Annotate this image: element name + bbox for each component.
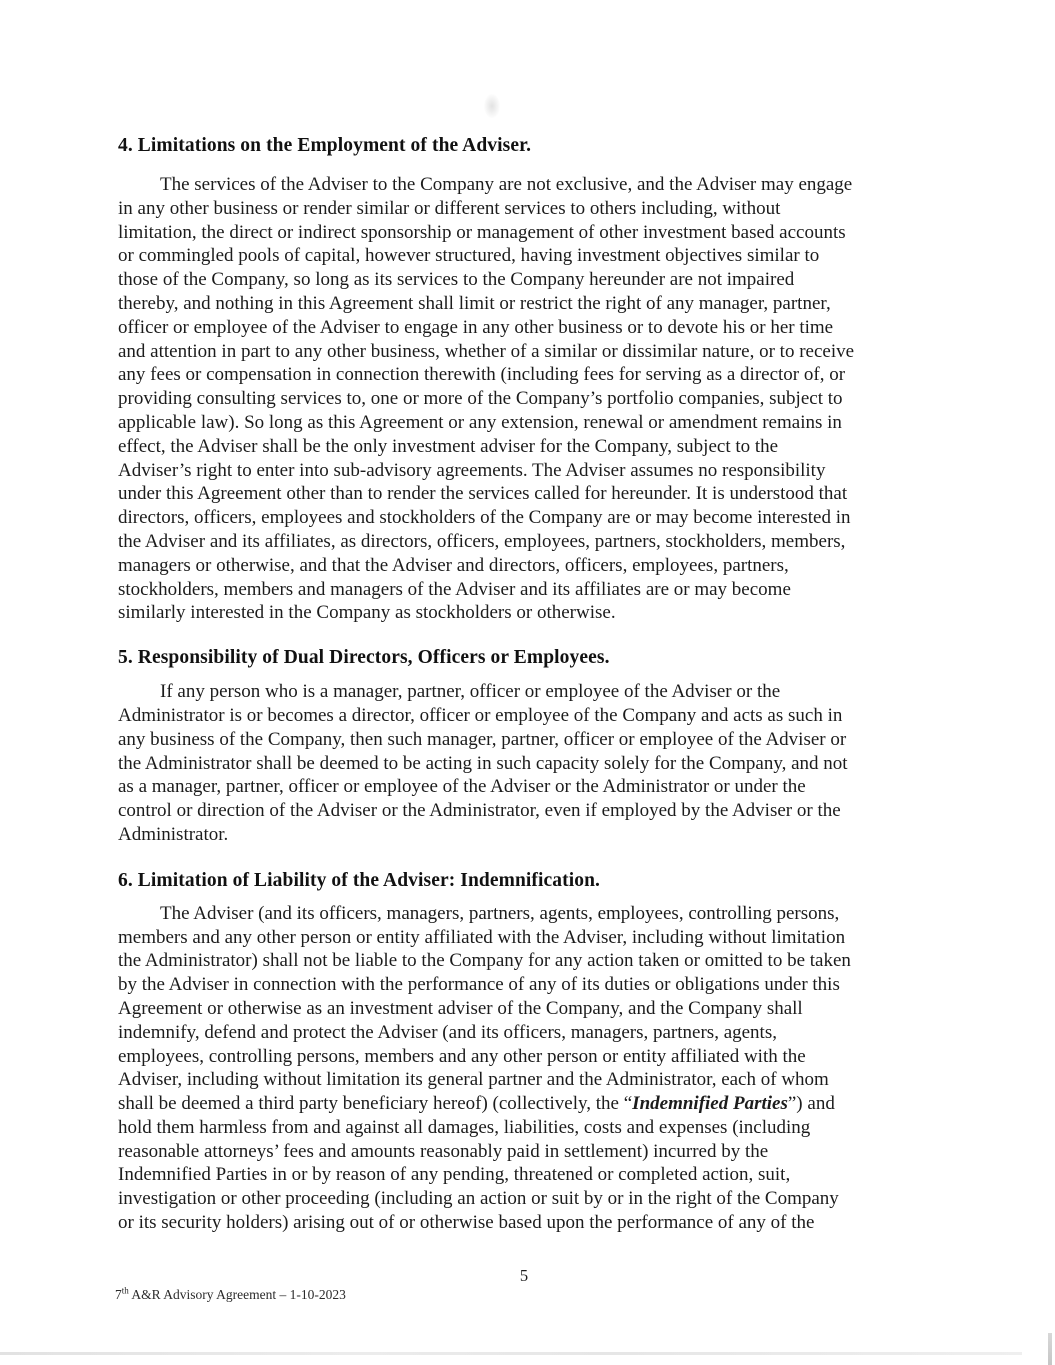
section-5-paragraph: [118, 680, 936, 847]
text-line: under this Agreement other than to render the services called for hereunder. It is understood that: [118, 483, 848, 505]
footer-prefix: 7: [115, 1287, 122, 1302]
text-line: managers or otherwise, and that the Adviser and directors, officers, employees, partners,: [118, 554, 789, 576]
text-line: directors, officers, employees and stockholders of the Company are or may become interested in: [118, 507, 851, 529]
text-line: Administrator is or becomes a director, officer or employee of the Company and acts as such in: [118, 704, 843, 726]
text-line: investigation or other proceeding (including an action or suit by or in the right of the Company: [118, 1188, 839, 1210]
section-6-paragraph: [118, 902, 936, 1235]
text-line: indemnify, defend and protect the Adviser (and its officers, managers, partners, agents,: [118, 1021, 777, 1043]
text-line: Agreement or otherwise as an investment adviser of the Company, and the Company shall: [118, 997, 803, 1019]
text-line: the Administrator) shall not be liable to the Company for any action taken or omitted to be taken: [118, 950, 851, 972]
scan-edge-mark-right: [1048, 1333, 1052, 1365]
text-line: Adviser’s right to enter into sub-advisory agreements. The Adviser assumes no responsibility: [118, 459, 826, 481]
scan-smudge-artifact: [484, 94, 500, 118]
text-line: Adviser, including without limitation its general partner and the Administrator, each of whom: [118, 1069, 829, 1091]
text-line: stockholders, members and managers of the Adviser and its affiliates are or may become: [118, 578, 791, 600]
text-line: The services of the Adviser to the Company are not exclusive, and the Adviser may engage: [160, 174, 853, 195]
section-5-heading: 5. Responsibility of Dual Directors, Officers or Employees.: [118, 647, 610, 669]
text-line: control or direction of the Adviser or the Administrator, even if employed by the Adviser or the: [118, 800, 841, 822]
footer-text: A&R Advisory Agreement – 1-10-2023: [128, 1287, 346, 1302]
text-line: reasonable attorneys’ fees and amounts reasonably paid in settlement) incurred by the: [118, 1140, 769, 1162]
page-number: 5: [519, 1266, 529, 1285]
text-line: The Adviser (and its officers, managers, partners, agents, employees, controlling persons,: [160, 902, 840, 924]
text-line: in any other business or render similar or different services to others including, without: [118, 197, 781, 219]
text-line: shall be deemed a third party beneficiary hereof) (collectively, the “Indemnified Parties”) and: [118, 1093, 835, 1115]
section-4-heading: 4. Limitations on the Employment of the Adviser.: [118, 135, 532, 156]
text-line: members and any other person or entity affiliated with the Adviser, including without limitation: [118, 926, 846, 948]
text-line: officer or employee of the Adviser to engage in any other business or to devote his or her time: [118, 316, 834, 338]
footer-superscript: th: [121, 1285, 129, 1296]
text-line: those of the Company, so long as its services to the Company hereunder are not impaired: [118, 269, 795, 291]
text-line: any business of the Company, then such manager, partner, officer or employee of the Adviser or: [118, 728, 847, 750]
text-line: Administrator.: [118, 823, 229, 845]
text-line: as a manager, partner, officer or employee of the Adviser or the Administrator or under the: [118, 776, 806, 798]
text-line: limitation, the direct or indirect sponsorship or management of other investment based accounts: [118, 221, 846, 243]
text-line: the Adviser and its affiliates, as directors, officers, employees, partners, stockholders, members,: [118, 530, 846, 552]
section-4-paragraph: [118, 173, 936, 625]
text-line: applicable law). So long as this Agreement or any extension, renewal or amendment remains in: [118, 411, 842, 433]
text-line: Indemnified Parties in or by reason of any pending, threatened or completed action, suit,: [118, 1164, 791, 1186]
text-line: the Administrator shall be deemed to be acting in such capacity solely for the Company, and not: [118, 752, 848, 774]
text-line: and attention in part to any other business, whether of a similar or dissimilar nature, or to receive: [118, 340, 855, 362]
text-line: hold them harmless from and against all damages, liabilities, costs and expenses (including: [118, 1116, 811, 1138]
text-line: similarly interested in the Company as stockholders or otherwise.: [118, 602, 616, 624]
text-line: If any person who is a manager, partner, officer or employee of the Adviser or the: [160, 681, 781, 703]
document-body: [118, 133, 936, 1235]
text-line: thereby, and nothing in this Agreement shall limit or restrict the right of any manager, partner,: [118, 292, 831, 314]
text-line: by the Adviser in connection with the performance of any of its duties or obligations under this: [118, 974, 840, 996]
text-line: any fees or compensation in connection therewith (including fees for serving as a director of, or: [118, 364, 846, 386]
text-line: or commingled pools of capital, however structured, having investment objectives similar to: [118, 245, 820, 267]
footer-document-id: [115, 1287, 346, 1303]
text-line: providing consulting services to, one or more of the Company’s portfolio companies, subject to: [118, 388, 843, 410]
section-6-heading: 6. Limitation of Liability of the Adviser: Indemnification.: [118, 869, 601, 891]
text-line: or its security holders) arising out of or otherwise based upon the performance of any of the: [118, 1212, 815, 1234]
text-line: employees, controlling persons, members and any other person or entity affiliated with the: [118, 1045, 806, 1067]
text-line: effect, the Adviser shall be the only investment adviser for the Company, subject to the: [118, 435, 779, 457]
scan-edge-line-bottom: [0, 1352, 1022, 1355]
